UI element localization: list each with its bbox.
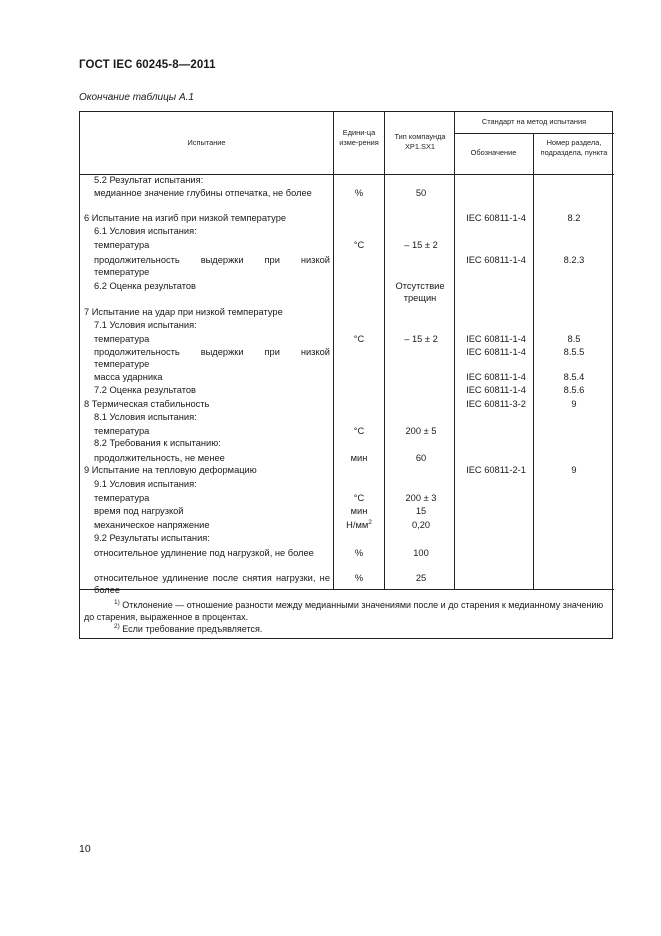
cell-test: 8.1 Условия испытания:	[94, 412, 197, 422]
cell-section: 9	[571, 465, 577, 475]
grid-line	[384, 112, 385, 589]
footnotes	[84, 599, 610, 635]
cell-test: относительное удлинение под нагрузкой, не более	[94, 548, 314, 558]
header-standard: Стандарт на метод испытания	[481, 117, 587, 126]
cell-compound: 50	[415, 188, 427, 198]
cell-test: температура	[94, 334, 150, 344]
cell-unit: °С	[353, 334, 365, 344]
footnote-text: Если требование предъявляется.	[119, 624, 263, 634]
cell-section: 9	[571, 399, 577, 409]
cell-unit: %	[354, 188, 364, 198]
header-test: Испытание	[187, 138, 226, 147]
cell-test: продолжительность, не менее	[94, 453, 225, 463]
cell-compound: 0,20	[411, 520, 431, 530]
cell-compound: 25	[415, 573, 427, 583]
cell-test: 9.1 Условия испытания:	[94, 479, 197, 489]
cell-unit: °С	[353, 493, 365, 503]
page-number: 10	[79, 843, 91, 855]
cell-compound: 100	[413, 548, 429, 558]
cell-standard: IEC 60811-1-4	[466, 255, 526, 265]
cell-standard: IEC 60811-2-1	[466, 465, 526, 475]
cell-test: продолжительность выдержки при низкой температуре	[94, 255, 330, 277]
cell-test: температура	[94, 426, 150, 436]
grid-line	[454, 112, 455, 589]
cell-test: 7.1 Условия испытания:	[94, 320, 197, 330]
cell-compound: 200 ± 5	[405, 426, 437, 436]
cell-test: 8 Термическая стабильность	[84, 399, 210, 409]
header-unit: Едини-ца изме-рения	[339, 128, 379, 147]
cell-section: 8.5.4	[563, 372, 585, 382]
table	[79, 111, 613, 639]
cell-test: механическое напряжение	[94, 520, 210, 530]
cell-unit	[335, 519, 383, 531]
cell-standard: IEC 60811-3-2	[466, 399, 526, 409]
cell-test: продолжительность выдержки при низкой температуре	[94, 347, 330, 369]
cell-section: 8.2	[567, 213, 581, 223]
cell-section: 8.5.5	[563, 347, 585, 357]
cell-test: 6.2 Оценка результатов	[94, 281, 196, 291]
cell-standard: IEC 60811-1-4	[466, 334, 526, 344]
header-compound: Тип компаунда XP1.SX1	[394, 132, 446, 151]
footnote-text: Отклонение — отношение разности между медианными значениями после и до старения к медианному значению до старения, выраженное в процентах.	[84, 600, 604, 622]
cell-test: 6 Испытание на изгиб при низкой температуре	[84, 213, 287, 223]
cell-compound: 200 ± 3	[405, 493, 437, 503]
cell-test: медианное значение глубины отпечатка, не более	[94, 188, 312, 198]
cell-standard: IEC 60811-1-4	[466, 213, 526, 223]
cell-unit: мин	[350, 453, 368, 463]
cell-standard: IEC 60811-1-4	[466, 385, 526, 395]
cell-standard: IEC 60811-1-4	[466, 372, 526, 382]
unit-text: Н/мм	[346, 520, 369, 530]
cell-compound: – 15 ± 2	[404, 240, 438, 250]
grid-line	[454, 133, 614, 134]
cell-test: 9.2 Результаты испытания:	[94, 533, 210, 543]
cell-test: относительное удлинение после снятия нагрузки, не более	[94, 573, 330, 595]
cell-unit: %	[354, 548, 364, 558]
cell-test: 8.2 Требования к испытанию:	[94, 438, 221, 448]
cell-section: 8.2.3	[563, 255, 585, 265]
footnote-mark: 2)	[114, 623, 120, 630]
header-section: Номер раздела, подраздела, пункта	[540, 138, 608, 157]
cell-section: 8.5.6	[563, 385, 585, 395]
footnote-mark: 1)	[114, 599, 120, 606]
header-designation: Обозначение	[470, 148, 517, 157]
cell-unit: °С	[353, 240, 365, 250]
cell-test: масса ударника	[94, 372, 163, 382]
footnote-2	[84, 623, 610, 635]
cell-test: 9 Испытание на тепловую деформацию	[84, 465, 257, 475]
cell-section: 8.5	[567, 334, 581, 344]
footnote-1	[84, 599, 610, 623]
cell-compound: – 15 ± 2	[404, 334, 438, 344]
document-header: ГОСТ IEC 60245-8—2011	[79, 59, 216, 71]
table-caption: Окончание таблицы А.1	[79, 92, 194, 103]
cell-test: 7 Испытание на удар при низкой температуре	[84, 307, 283, 317]
cell-test: 7.2 Оценка результатов	[94, 385, 196, 395]
cell-test: время под нагрузкой	[94, 506, 184, 516]
cell-unit: мин	[350, 506, 368, 516]
cell-test: температура	[94, 493, 150, 503]
cell-standard: IEC 60811-1-4	[466, 347, 526, 357]
cell-compound: 15	[415, 506, 427, 516]
cell-compound: 60	[415, 453, 427, 463]
grid-line	[533, 133, 534, 589]
cell-unit: %	[354, 573, 364, 583]
cell-test: 5.2 Результат испытания:	[94, 175, 204, 185]
cell-unit: °С	[353, 426, 365, 436]
cell-test: температура	[94, 240, 150, 250]
cell-compound: Отсутствие трещин	[395, 281, 445, 303]
cell-test: 6.1 Условия испытания:	[94, 226, 197, 236]
unit-superscript: 2	[368, 519, 372, 526]
